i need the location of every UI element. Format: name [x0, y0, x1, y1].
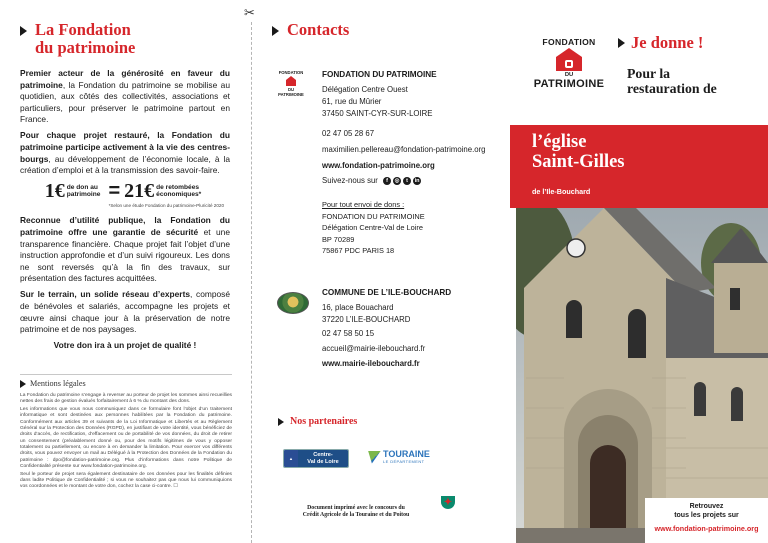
mail-line: BP 70289 — [322, 234, 355, 244]
church-title — [532, 132, 625, 172]
stat-impact-value: 21€ — [124, 180, 155, 203]
impact-stat — [20, 181, 230, 201]
paragraph-2-text: , au développement de l’économie locale, à la création d’emploi et à la transmission des savoir-faire. — [20, 153, 230, 176]
cta-title: Je donne ! — [631, 33, 704, 52]
logo-text-mid: DU — [287, 87, 295, 92]
stat-donation-value: 1€ — [44, 180, 65, 203]
panel-fondation — [0, 0, 248, 543]
partner-2-name: TOURAINE — [383, 449, 430, 459]
paragraph-4-bold: Sur le terrain, un solide réseau d’experts — [20, 289, 191, 300]
callout-line-2: tous les projets sur — [674, 512, 739, 519]
church-location: de l’Ile-Bouchard — [532, 187, 591, 196]
logo-text-patrimoine: PATRIMOINE — [278, 92, 304, 97]
partner-2-sub: LE DÉPARTEMENT — [383, 459, 425, 464]
brand-line-1: FONDATION — [542, 37, 596, 47]
address-line: 37220 L’ILE-BOUCHARD — [322, 315, 411, 324]
address-line: 61, rue du Mûrier — [322, 97, 382, 106]
org-name: FONDATION DU PATRIMOINE — [322, 70, 437, 79]
fondation-body — [20, 68, 230, 352]
partner-touraine-logo — [368, 450, 430, 464]
partners-title — [278, 416, 357, 427]
legal-title — [20, 379, 86, 388]
triangle-bullet-icon — [20, 26, 27, 36]
mail-line: Délégation Centre-Val de Loire — [322, 223, 423, 233]
triangle-bullet-icon — [272, 26, 279, 36]
pour-line-2: restauration de — [627, 81, 717, 96]
section-title-contacts — [272, 21, 349, 39]
org-name: COMMUNE DE L’ILE-BOUCHARD — [322, 288, 452, 297]
partner-1-line-1: Centre- — [313, 452, 333, 458]
cut-line — [251, 22, 252, 543]
stat-footnote: *Selon une étude Fondation du patrimoine-Pluricité 2020 — [108, 203, 224, 209]
address-line: 37450 SAINT-CYR-SUR-LOIRE — [322, 109, 433, 118]
address-line: 16, place Bouachard — [322, 303, 394, 312]
commune-coat-of-arms — [277, 292, 309, 314]
brand-line-2: DU — [564, 72, 574, 78]
church-illustration — [516, 208, 768, 543]
stat-impact-caption-1: de retombées — [156, 183, 200, 191]
paragraph-3 — [20, 215, 230, 285]
projects-callout — [645, 498, 768, 543]
legal-paragraph-2: Les informations que vous nous communiquez dans ce formulaire font l’objet d’un traitement informatique et sont destinées aux personnes habilitées par la Fondation du patrimoine. Conformément aux articles 39 et suivants de la Loi Informatique et Libertés et au Règlement Général sur la Protection des Données (RGPD), en justifiant de votre identité, vous bénéficiez de droits d’accès, de rectification, d’effacement ou de portabilité de vos données, du droit de retirer un consentement (préalablement donné ou, pour des motifs légitimes de vous y opposer totalement ou partiellement, ou encore à en demander la limitation. Pour exercer vos différents droits, vous pouvez envoyer un mail au Délégué à la Protection des Données de la Fondation du patrimoine : dpo@fondation-patrimoine.org. Plus d’informations dans notre Politique de Confidentialité présente sur www.fondation-patrimoine.org. — [20, 407, 232, 469]
paragraph-4-text: , composé de bénévoles et salariés, accompagne les projets et œuvre ainsi chaque jour à la préservation de notre patrimoine et de nos paysages. — [20, 289, 230, 335]
fondation-logo — [530, 37, 608, 90]
scissors-icon: ✂ — [244, 5, 255, 20]
stat-equals: = — [108, 179, 121, 202]
stat-donation-caption — [67, 184, 101, 199]
print-note-line-2: Crédit Agricole de la Touraine et du Poitou — [302, 512, 410, 518]
paragraph-1 — [20, 68, 230, 126]
paragraph-1-bold: Premier acteur de la générosité en faveur du patrimoine — [20, 68, 230, 90]
house-icon — [286, 76, 296, 86]
partner-centre-val-de-loire-logo — [283, 449, 349, 468]
pour-line-1: Pour la — [627, 66, 671, 81]
social-row — [322, 175, 502, 187]
title-line-2: du patrimoine — [35, 38, 136, 57]
instagram-icon[interactable]: ◎ — [394, 177, 400, 184]
projects-website-link[interactable]: www.fondation-patrimoine.org — [654, 524, 759, 533]
partners-title-text: Nos partenaires — [290, 416, 358, 427]
donation-mail-address — [322, 199, 502, 257]
mail-title: Pour tout envoi de dons : — [322, 200, 405, 209]
pour-heading — [627, 66, 717, 96]
email-link[interactable]: maximilien.pellereau@fondation-patrimoine.org — [322, 145, 486, 154]
phone-number[interactable]: 02 47 58 50 15 — [322, 329, 375, 338]
stat-donation-caption-2: patrimoine — [66, 191, 101, 199]
title-line-1: La Fondation — [35, 20, 131, 39]
twitter-icon[interactable]: t — [403, 177, 411, 185]
church-line-1: l’église — [532, 132, 587, 152]
website-link[interactable]: www.mairie-ilebouchard.fr — [322, 359, 420, 368]
closing-statement: Votre don ira à un projet de qualité ! — [53, 340, 197, 351]
cta-heading — [618, 33, 703, 53]
paragraph-4 — [20, 289, 230, 335]
print-sponsor-note — [291, 505, 421, 519]
partner-1-line-2: Val de Loire — [307, 459, 339, 465]
church-photo — [516, 208, 768, 543]
phone-number[interactable]: 02 47 05 28 67 — [322, 129, 375, 138]
mail-line: 75867 PDC PARIS 18 — [322, 246, 395, 256]
house-icon — [556, 48, 582, 71]
paragraph-1-text: , la Fondation du patrimoine se mobilise au quotidien, aux côtés des collectivités, associations et particuliers, pour préserver le patrimoine partout en France. — [20, 79, 230, 125]
credit-agricole-logo — [437, 496, 459, 510]
fondation-logo-small — [276, 70, 306, 96]
contacts-title: Contacts — [287, 20, 350, 39]
print-note-line-1: Document imprimé avec le concours du — [307, 505, 405, 511]
stat-donation-caption-1: de don au — [66, 183, 98, 191]
brand-line-3: PATRIMOINE — [533, 78, 605, 90]
region-mark-icon: ▲ — [284, 450, 298, 467]
paragraph-2 — [20, 130, 230, 176]
paragraph-3-bold: Reconnue d’utilité publique, la Fondation du patrimoine offre une garantie de sécurité — [20, 215, 230, 237]
divider — [20, 374, 232, 375]
stat-impact-caption — [156, 184, 201, 199]
legal-title-text: Mentions légales — [30, 379, 86, 388]
callout-line-1: Retrouvez — [689, 503, 724, 510]
church-line-2: Saint-Gilles — [532, 152, 625, 172]
panel-cover — [510, 0, 768, 543]
touraine-mark-icon — [368, 451, 381, 464]
triangle-bullet-icon — [20, 380, 26, 388]
section-title-fondation — [20, 21, 135, 57]
paragraph-3-text: et une transparence financière. Chaque projet fait l’objet d’une instruction approfondie et d’un suivi rigoureux. Les dons ne sont reversés qu’à la fin des travaux, sur présentation des factures acquittées. — [20, 226, 230, 284]
legal-paragraph-1: La Fondation du patrimoine s’engage à reverser au porteur de projet les sommes ainsi recueillies nettes des frais de gestion évalués forfaitairement à 6 % du montant des dons. — [20, 393, 232, 405]
panel-contacts — [256, 0, 504, 543]
email-link[interactable]: accueil@mairie-ilebouchard.fr — [322, 344, 426, 353]
mail-line: FONDATION DU PATRIMOINE — [322, 211, 425, 221]
triangle-bullet-icon — [618, 38, 625, 48]
contact-commune — [322, 287, 502, 370]
stat-impact-caption-2: économiques* — [156, 191, 202, 199]
linkedin-icon[interactable]: in — [414, 177, 420, 184]
legal-paragraph-3[interactable]: Seul le porteur de projet sera également destinataire de ces données pour les finalités définies dans ladite Politique de Confidentialité ; si vous ne souhaitez pas que nous lui communiquions vos coordonnées et le montant de votre don, cochez la case ci-contre. ☐ — [20, 471, 232, 490]
logo-text-bottom — [276, 87, 306, 97]
paragraph-2-bold: Pour chaque projet restauré, la Fondation du patrimoine participe activement à la vie des centres-bourgs — [20, 130, 230, 164]
follow-label: Suivez-nous sur — [322, 176, 378, 185]
logo-text-top: FONDATION — [278, 70, 304, 75]
facebook-icon[interactable]: f — [383, 177, 391, 185]
legal-text — [20, 393, 232, 492]
triangle-bullet-icon — [278, 418, 284, 426]
address-line: Délégation Centre Ouest — [322, 85, 408, 94]
website-link[interactable]: www.fondation-patrimoine.org — [322, 161, 435, 170]
contact-fondation — [322, 69, 502, 187]
credit-agricole-icon: ✦ — [441, 496, 455, 509]
